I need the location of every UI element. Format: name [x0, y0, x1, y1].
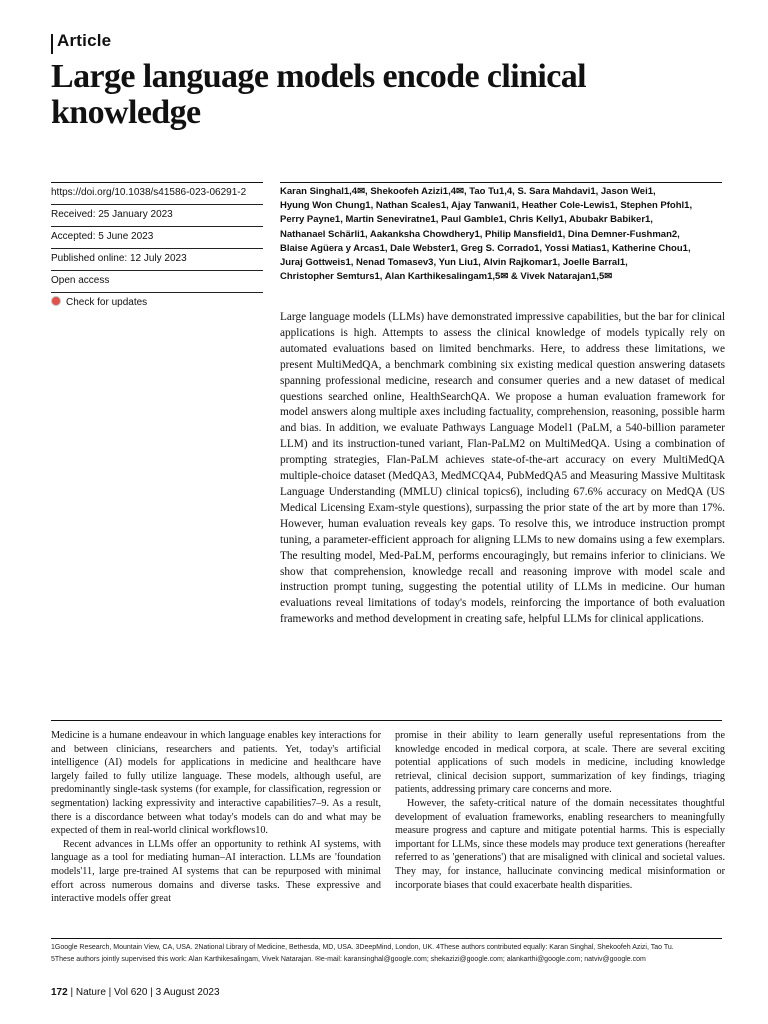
issue-date: 3 August 2023	[155, 987, 220, 998]
footer-separator: |	[70, 987, 76, 998]
page-number: 172	[51, 987, 68, 998]
received-date: Received: 25 January 2023	[51, 204, 263, 226]
body-paragraph: However, the safety-critical nature of the domain necessitates thoughtful development of evaluation frameworks, enabling researchers to meaningfully measure progress and capture and mitigate potential harms. This is especially important for LLMs, since these models may produce text generations (hereafter referred to as 'generations') that are misaligned with clinical and societal values. They may, for instance, hallucinate convincing medical misinformation or incorporate biases that could exacerbate health disparities.	[395, 797, 725, 891]
author-line: Christopher Semturs1, Alan Karthikesalingam1,5✉ & Vivek Natarajan1,5✉	[280, 271, 613, 283]
page-footer	[51, 987, 220, 998]
article-label-bar	[51, 34, 53, 54]
footer-separator: |	[150, 987, 156, 998]
check-for-updates-label: Check for updates	[66, 297, 148, 308]
published-date: Published online: 12 July 2023	[51, 248, 263, 270]
footnote-line: 1Google Research, Mountain View, CA, USA. 2National Library of Medicine, Bethesda, MD, USA. 3DeepMind, London, UK. 4These authors contributed equally: Karan Singhal, Shekoofeh Azizi, Tao Tu.	[51, 944, 674, 951]
authors-divider	[280, 182, 722, 183]
volume: Vol 620	[114, 987, 148, 998]
doi-link[interactable]: https://doi.org/10.1038/s41586-023-06291-2	[51, 182, 263, 204]
article-type-label: Article	[57, 31, 112, 50]
author-line: Juraj Gottweis1, Nenad Tomasev3, Yun Liu1, Alvin Rajkomar1, Joelle Barral1,	[280, 257, 628, 269]
article-metadata	[51, 182, 263, 314]
author-line: Hyung Won Chung1, Nathan Scales1, Ajay Tanwani1, Heather Cole-Lewis1, Stephen Pfohl1,	[280, 200, 693, 212]
body-column-left	[51, 729, 381, 906]
footnote-line: 5These authors jointly supervised this work: Alan Karthikesalingam, Vivek Natarajan. ✉e-mail: karansinghal@google.com; shekazizi@google.com; alankarthi@google.com; natviv@google.com	[51, 956, 646, 963]
body-paragraph: Medicine is a humane endeavour in which language enables key interactions for and between clinicians, researchers and patients. Yet, today's artificial intelligence (AI) models for applications in medicine and healthcare have largely failed to fully utilize language. These models, although useful, are predominantly single-task systems (for example, for classification, regression or segmentation) lacking expressivity and interactive capabilities7–9. As a result, there is a discordance between what today's models can do and what may be expected of them in real-world clinical workflows10.	[51, 730, 381, 837]
body-paragraph: promise in their ability to learn generally useful representations from the knowledge encoded in medical corpora, at scale. There are several exciting potential applications of such models in medicine, including knowledge retrieval, clinical decision support, summarization of key findings, triaging patients, addressing primary care concerns and more.	[395, 730, 725, 796]
check-for-updates-icon	[51, 296, 61, 306]
author-list	[280, 185, 725, 284]
abstract: Large language models (LLMs) have demonstrated impressive capabilities, but the bar for clinical applications is high. Attempts to assess the clinical knowledge of models typically rely on automated evaluations based on limited benchmarks. Here, to address these limitations, we present MultiMedQA, a benchmark combining six existing medical question answering datasets spanning professional medicine, research and consumer queries and a new dataset of medical questions searched online, HealthSearchQA. We propose a human evaluation framework for model answers along multiple axes including factuality, comprehension, reasoning, possible harm and bias. In addition, we evaluate Pathways Language Model1 (PaLM, a 540-billion parameter LLM) and its instruction-tuned variant, Flan-PaLM2 on MultiMedQA. Using a combination of prompting strategies, Flan-PaLM achieves state-of-the-art accuracy on every MultiMedQA multiple-choice dataset (MedQA3, MedMCQA4, PubMedQA5 and Measuring Massive Multitask Language Understanding (MMLU) clinical topics6), including 67.6% accuracy on MedQA (US Medical Licensing Exam-style questions), surpassing the prior state of the art by more than 17%. However, human evaluation reveals key gaps. To resolve this, we introduce instruction prompt tuning, a parameter-efficient approach for aligning LLMs to new domains using a few exemplars. The resulting model, Med-PaLM, performs encouragingly, but remains inferior to clinicians. We show that comprehension, knowledge recall and reasoning improve with model scale and instruction prompt tuning, suggesting the potential utility of LLMs in medicine. Our human evaluations reveal limitations of today's models, reinforcing the importance of both evaluation frameworks and method development in creating safe, helpful LLMs for clinical applications.	[280, 311, 725, 626]
accepted-date: Accepted: 5 June 2023	[51, 226, 263, 248]
body-column-right	[395, 729, 725, 892]
check-for-updates-button[interactable]	[51, 292, 263, 314]
footer-separator: |	[108, 987, 115, 998]
body-paragraph: Recent advances in LLMs offer an opportunity to rethink AI systems, with language as a tool for mediating human–AI interaction. LLMs are 'foundation models'11, large pre-trained AI systems that can be repurposed with minimal effort across numerous domains and diverse tasks. These expressive and interactive models offer great	[51, 838, 381, 905]
author-line: Nathanael Schärli1, Aakanksha Chowdhery1, Philip Mansfield1, Dina Demner-Fushman2,	[280, 228, 680, 240]
journal-name: Nature	[75, 987, 106, 998]
author-line: Perry Payne1, Martin Seneviratne1, Paul Gamble1, Chris Kelly1, Abubakr Babiker1,	[280, 214, 653, 226]
footnote-divider	[51, 938, 722, 939]
author-line: Blaise Agüera y Arcas1, Dale Webster1, Greg S. Corrado1, Yossi Matias1, Katherine Chou1,	[280, 242, 691, 254]
affiliations-footnote	[51, 942, 731, 966]
paper-title: Large language models encode clinical knowledge	[51, 58, 586, 131]
body-divider	[51, 720, 722, 721]
open-access-label: Open access	[51, 270, 263, 292]
author-line: Karan Singhal1,4✉, Shekoofeh Azizi1,4✉, Tao Tu1,4, S. Sara Mahdavi1, Jason Wei1,	[280, 186, 656, 197]
